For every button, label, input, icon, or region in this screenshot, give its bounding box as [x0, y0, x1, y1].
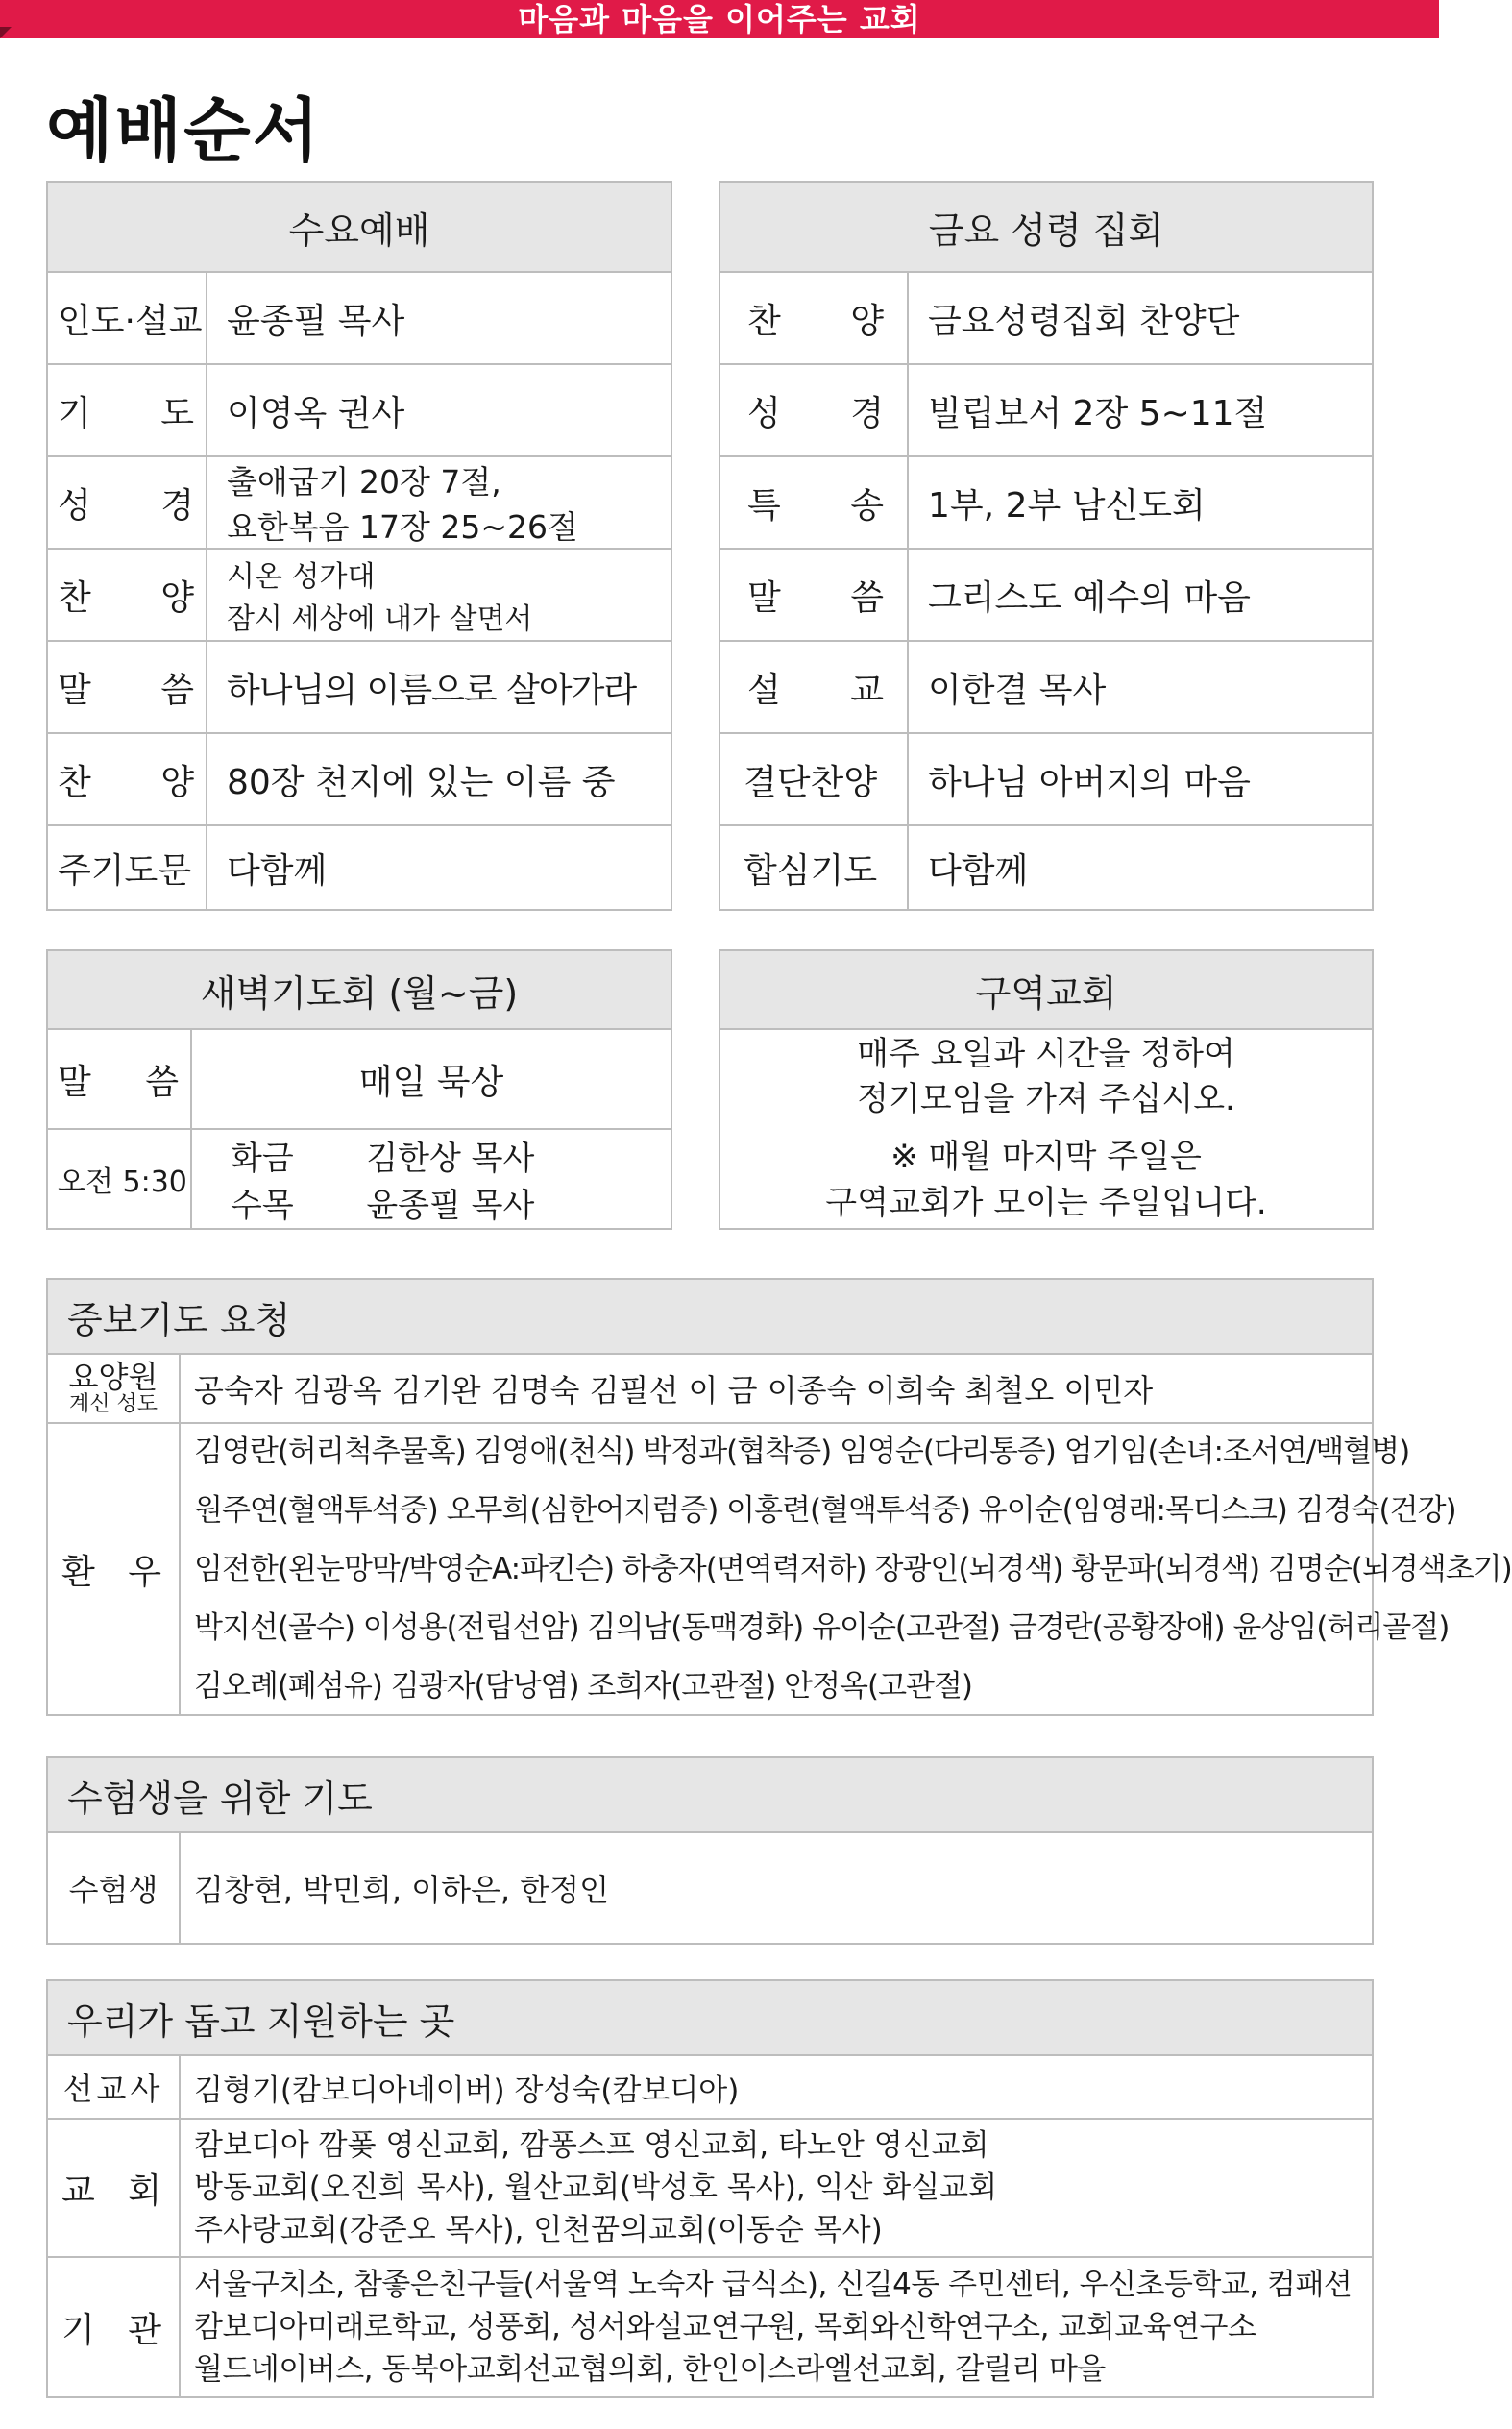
row-label: 선교사	[48, 2056, 181, 2118]
row-label	[720, 457, 909, 548]
row-label-part: 양	[850, 301, 884, 341]
list-item: 캄보디아 깜퐂 영신교회, 깜퐁스프 영신교회, 타노안 영신교회	[194, 2128, 989, 2163]
dawn-prayer-title: 새벽기도회 (월~금)	[48, 951, 671, 1030]
row-label-part: 씀	[145, 1062, 179, 1102]
banner-text: 마음과 마음을 이어주는 교회	[518, 1, 921, 37]
row-value: 김창현, 박민희, 이하은, 한정인	[194, 1872, 609, 1908]
table-row	[48, 457, 671, 550]
row-label	[48, 2120, 181, 2256]
notice-line: ※ 매월 마지막 주일은	[890, 1138, 1202, 1176]
schedule-line	[231, 1132, 534, 1179]
table-row	[48, 1355, 1372, 1424]
row-value: 공숙자 김광옥 김기완 김명숙 김필선 이 금 이종숙 이희숙 최철오 이민자	[194, 1372, 1154, 1409]
table-row	[48, 734, 671, 826]
row-label-part: 기	[58, 393, 91, 433]
banner-notch-decoration	[0, 27, 12, 38]
table-row	[48, 1130, 671, 1228]
intercession-title: 중보기도 요청	[48, 1280, 1372, 1355]
notice-line: 정기모임을 가져 주십시오.	[857, 1080, 1235, 1119]
row-value: 다함께	[928, 850, 1029, 891]
wednesday-service-title: 수요예배	[48, 183, 671, 273]
table-row	[48, 1833, 1372, 1943]
org-list	[181, 2258, 1352, 2396]
table-row	[48, 550, 671, 642]
row-label	[720, 550, 909, 640]
row-label-part: 관	[128, 2310, 161, 2350]
top-banner	[0, 0, 1439, 38]
table-row	[720, 365, 1372, 457]
table-row	[720, 550, 1372, 642]
table-row	[720, 642, 1372, 734]
row-label-part: 성	[58, 485, 91, 526]
row-value	[207, 457, 578, 548]
row-value: 다함께	[227, 850, 328, 891]
list-item: 주사랑교회(강준오 목사), 인천꿈의교회(이동순 목사)	[194, 2213, 883, 2247]
row-label-part: 씀	[160, 670, 194, 710]
district-church-box	[719, 949, 1374, 1230]
row-label-part: 회	[128, 2171, 161, 2211]
schedule-name: 윤종필 목사	[366, 1187, 535, 1225]
row-value-line: 요한복음 17장 25~26절	[227, 508, 578, 546]
schedule-line	[231, 1179, 534, 1226]
row-value-line: 출애굽기 20장 7절,	[227, 463, 501, 501]
table-row	[720, 273, 1372, 365]
list-item: 박지선(골수) 이성용(전립선암) 김의남(동맥경화) 유이순(고관절) 금경란(공황장애) 윤상임(허리골절)	[194, 1609, 1450, 1645]
list-item: 월드네이버스, 동북아교회선교협의회, 한인이스라엘선교회, 갈릴리 마을	[194, 2352, 1106, 2387]
notice-line: 매주 요일과 시간을 정하여	[857, 1034, 1235, 1073]
row-label-part: 경	[850, 393, 884, 433]
row-label	[48, 365, 207, 455]
row-label-part: 기	[61, 2310, 95, 2350]
row-label: 인도·설교	[48, 273, 207, 363]
row-label: 주기도문	[48, 826, 207, 909]
exam-prayer-box	[46, 1756, 1374, 1945]
row-value: 금요성령집회 찬양단	[928, 301, 1240, 341]
row-value: 김형기(캄보디아네이버) 장성숙(캄보디아)	[194, 2073, 740, 2108]
row-label-part: 송	[850, 485, 884, 526]
table-row	[48, 2120, 1372, 2258]
list-item: 원주연(혈액투석중) 오무희(심한어지럼증) 이홍련(혈액투석중) 유이순(임영래:목디스크) 김경숙(건강)	[194, 1492, 1456, 1528]
table-row	[720, 457, 1372, 550]
row-label-part: 말	[58, 1062, 91, 1102]
friday-service-box	[719, 181, 1374, 911]
row-label: 합심기도	[720, 826, 909, 909]
row-label	[48, 642, 207, 732]
row-label	[48, 2258, 181, 2396]
schedule-day: 수목	[231, 1187, 294, 1225]
row-label-part: 씀	[850, 577, 884, 618]
table-row	[48, 1424, 1512, 1714]
row-value	[192, 1130, 534, 1228]
row-value: 이영옥 권사	[227, 393, 405, 433]
row-value: 이한결 목사	[928, 670, 1107, 710]
row-label-part: 우	[128, 1552, 161, 1592]
schedule-day: 화금	[231, 1140, 294, 1178]
table-row	[48, 2056, 1372, 2120]
row-label-part: 양	[160, 577, 194, 618]
row-value: 하나님의 이름으로 살아가라	[227, 670, 637, 710]
row-label-part: 교	[61, 2171, 95, 2211]
row-label-part: 찬	[58, 762, 91, 802]
row-label	[720, 273, 909, 363]
row-label	[48, 734, 207, 824]
exam-prayer-title: 수험생을 위한 기도	[48, 1758, 1372, 1833]
row-value: 빌립보서 2장 5~11절	[928, 393, 1268, 433]
table-row	[720, 826, 1372, 909]
row-label	[48, 1355, 181, 1422]
row-value: 하나님 아버지의 마음	[928, 762, 1251, 802]
list-item: 서울구치소, 참좋은친구들(서울역 노숙자 급식소), 신길4동 주민센터, 우신초등학교, 컴패션	[194, 2268, 1353, 2302]
friday-service-title: 금요 성령 집회	[720, 183, 1372, 273]
row-value	[207, 550, 532, 640]
list-item: 김영란(허리척추물혹) 김영애(천식) 박정과(협착증) 임영순(다리통증) 엄기임(손녀:조서연/백혈병)	[194, 1434, 1410, 1469]
notice-line: 구역교회가 모이는 주일입니다.	[825, 1183, 1267, 1222]
row-label	[48, 1424, 181, 1714]
list-item: 방동교회(오진희 목사), 월산교회(박성호 목사), 익산 화실교회	[194, 2171, 998, 2205]
intercession-box	[46, 1278, 1512, 1716]
row-label-sub: 계신 성도	[68, 1392, 158, 1417]
list-item: 임전한(왼눈망막/박영순A:파킨슨) 하충자(면역력저하) 장광인(뇌경색) 황문파(뇌경색) 김명순(뇌경색초기)	[194, 1551, 1512, 1586]
row-value: 매일 묵상	[358, 1062, 504, 1102]
row-label-part: 환	[61, 1552, 95, 1592]
row-label-part: 양	[160, 762, 194, 802]
row-label-part: 특	[747, 485, 781, 526]
table-row	[48, 642, 671, 734]
row-value: 1부, 2부 남신도회	[928, 485, 1206, 526]
row-value-line: 시온 성가대	[227, 560, 376, 594]
wednesday-service-box	[46, 181, 672, 911]
row-value: 윤종필 목사	[227, 301, 405, 341]
table-row	[720, 734, 1372, 826]
district-church-title: 구역교회	[720, 951, 1372, 1030]
page-title: 예배순서	[46, 90, 322, 171]
row-label: 수험생	[48, 1833, 181, 1943]
list-item: 캄보디아미래로학교, 성풍회, 성서와설교연구원, 목회와신학연구소, 교회교육연구소	[194, 2310, 1256, 2344]
dawn-prayer-box	[46, 949, 672, 1230]
list-item: 김오례(폐섬유) 김광자(담낭염) 조희자(고관절) 안정옥(고관절)	[194, 1668, 973, 1704]
row-label-part: 도	[160, 393, 194, 433]
row-label	[48, 550, 207, 640]
row-label-main: 요양원	[68, 1358, 159, 1395]
table-row	[48, 1030, 671, 1130]
row-value-line: 잠시 세상에 내가 살면서	[227, 602, 533, 636]
table-row	[48, 273, 671, 365]
row-label-part: 말	[58, 670, 91, 710]
row-label	[48, 457, 207, 548]
district-notice	[720, 1030, 1372, 1228]
table-row	[48, 2258, 1372, 2396]
row-label-part: 교	[850, 670, 884, 710]
table-row	[48, 365, 671, 457]
row-value: 80장 천지에 있는 이름 중	[227, 762, 616, 802]
row-label-part: 찬	[747, 301, 781, 341]
support-title: 우리가 돕고 지원하는 곳	[48, 1981, 1372, 2056]
row-label-part: 경	[160, 485, 194, 526]
row-label	[720, 642, 909, 732]
row-label: 오전 5:30	[48, 1130, 192, 1228]
schedule-name: 김한상 목사	[366, 1140, 535, 1178]
row-label-part: 말	[747, 577, 781, 618]
church-list	[181, 2120, 997, 2256]
row-label-part: 성	[747, 393, 781, 433]
row-label-part: 설	[747, 670, 781, 710]
patient-list	[181, 1424, 1512, 1714]
support-box	[46, 1979, 1374, 2398]
row-label-part: 찬	[58, 577, 91, 618]
row-label: 결단찬양	[720, 734, 909, 824]
row-label	[48, 1030, 192, 1128]
row-value: 그리스도 예수의 마음	[928, 577, 1251, 618]
row-label	[720, 365, 909, 455]
table-row	[48, 826, 671, 909]
